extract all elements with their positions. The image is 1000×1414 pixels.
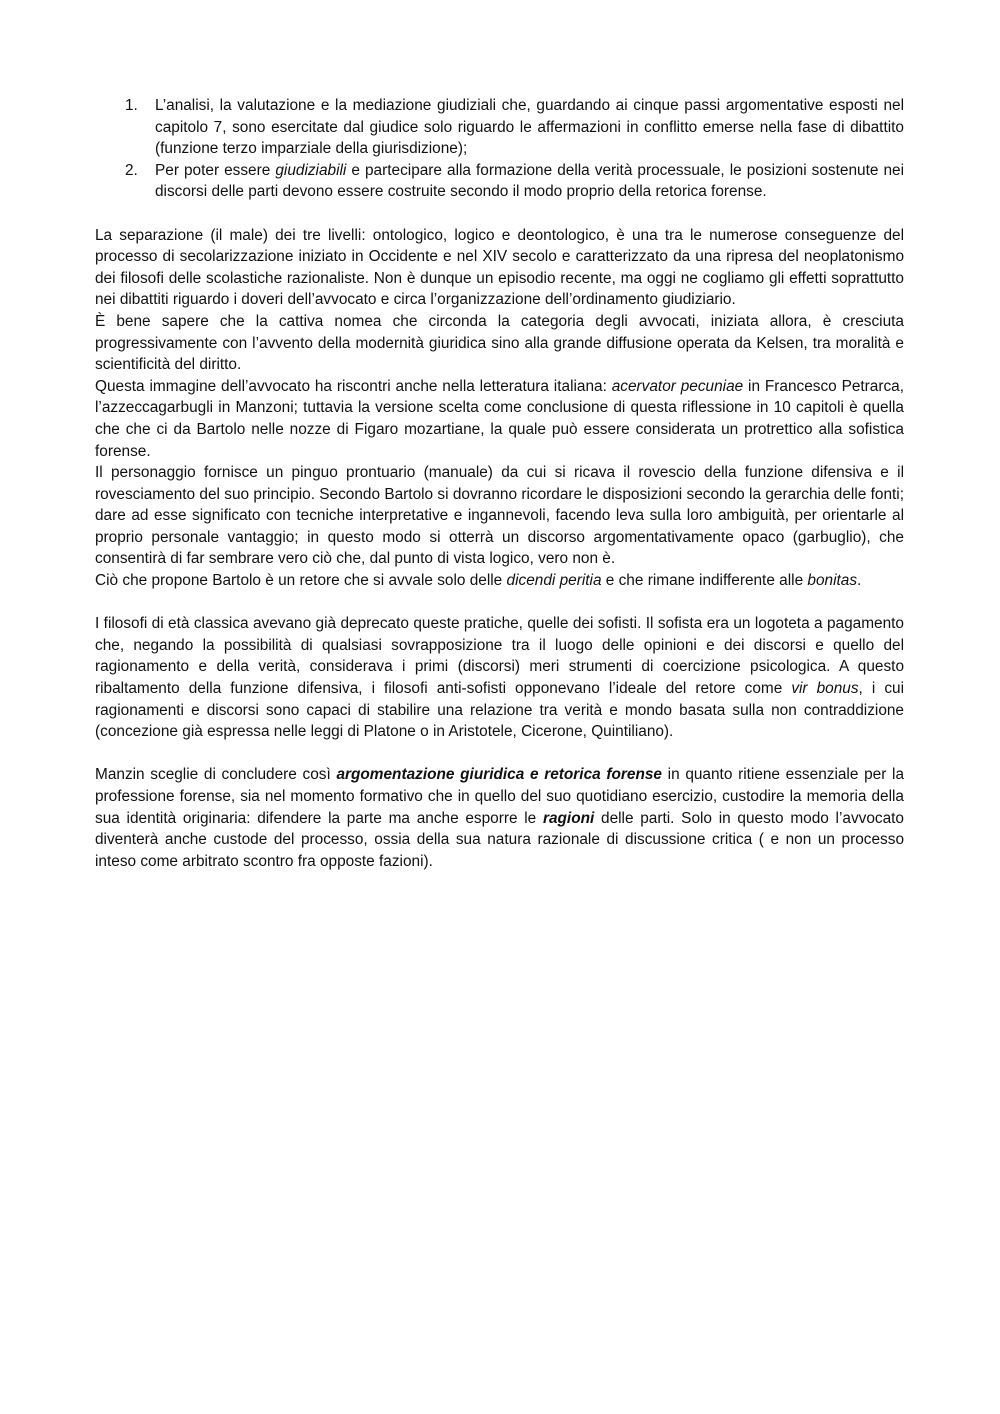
paragraph bbox=[95, 570, 904, 592]
paragraph bbox=[95, 764, 904, 872]
paragraph-text: , i cui ragionamenti e discorsi sono capaci di stabilire una relazione tra verità e mondo basata sulla non contraddizione (concezione già espressa nelle leggi di Platone o in Aristotele, Cicerone, Quintiliano). bbox=[95, 680, 904, 741]
paragraph-spacer bbox=[95, 743, 904, 765]
paragraph-text: delle parti. Solo in questo modo l’avvocato diventerà anche custode del processo, ossia della sua natura razionale di discussione critica ( e non un processo inteso come arbitrato scontro fra opposte fazioni). bbox=[95, 809, 904, 870]
italic-term: dicendi peritia bbox=[506, 572, 602, 590]
paragraph bbox=[95, 376, 904, 462]
numbered-list bbox=[95, 95, 904, 203]
list-item-text: Per poter essere bbox=[155, 161, 276, 179]
italic-term: vir bonus bbox=[791, 680, 859, 698]
bold-italic-term: ragioni bbox=[542, 809, 595, 827]
paragraph: Il personaggio fornisce un pinguo prontuario (manuale) da cui si ricava il rovescio della funzione difensiva e il rovesciamento del suo principio. Secondo Bartolo si dovranno ricordare le disposizioni secondo la gerarchia delle fonti; dare ad esse significato con tecniche interpretative e ingannevoli, facendo leva sulla loro ambiguità, per orientarle al proprio personale vantaggio; in questo modo si otterrà un discorso argomentativamente opaco (garbuglio), che consentirà di far sembrare vero ciò che, dal punto di vista logico, vero non è. bbox=[95, 464, 904, 568]
list-item bbox=[95, 95, 904, 160]
list-item-text: L’analisi, la valutazione e la mediazione giudiziali che, guardando ai cinque passi argomentative esposti nel capitolo 7, sono esercitate dal giudice solo riguardo le affermazioni in conflitto emerse nella fase di dibattito (funzione terzo imparziale della giurisdizione); bbox=[155, 97, 904, 158]
list-number: 2. bbox=[125, 161, 138, 179]
paragraph-spacer bbox=[95, 592, 904, 614]
bold-italic-term: argomentazione giuridica e retorica forense bbox=[336, 766, 662, 784]
paragraph: La separazione (il male) dei tre livelli: ontologico, logico e deontologico, è una tra le numerose conseguenze del processo di secolarizzazione iniziato in Occidente e nel XIV secolo e caratterizzato da una ripresa del neoplatonismo dei filosofi delle scolastiche razionaliste. Non è dunque un episodio recente, ma oggi ne cogliamo gli effetti soprattutto nei dibattiti riguardo i doveri dell’avvocato e circa l’organizzazione dell’ordinamento giudiziario. bbox=[95, 226, 904, 309]
italic-term: bonitas bbox=[807, 572, 858, 590]
paragraph-text: . bbox=[857, 572, 862, 590]
document-page bbox=[95, 95, 904, 872]
list-item bbox=[95, 160, 904, 203]
paragraph: È bene sapere che la cattiva nomea che circonda la categoria degli avvocati, iniziata allora, è cresciuta progressivamente con l’avvento della modernità giuridica sino alla grande diffusione operata da Kelsen, tra moralità e scientificità del diritto. bbox=[95, 312, 904, 374]
paragraph-text: in Francesco Petrarca, l’azzeccagarbugli in Manzoni; tuttavia la versione scelta come conclusione di questa riflessione in 10 capitoli è quella che che ci da Bartolo nelle nozze di Figaro mozartiane, la quale può essere considerata un protrettico alla sofistica forense. bbox=[95, 377, 905, 460]
italic-term: acervator pecuniae bbox=[611, 377, 744, 395]
paragraph-text: e che rimane indifferente alle bbox=[601, 572, 808, 590]
list-item-text: e partecipare alla formazione della verità processuale, le posizioni sostenute nei discorsi delle parti devono essere costruite secondo il modo proprio della retorica forense. bbox=[155, 161, 904, 201]
paragraph-text: in quanto ritiene essenziale per la professione forense, sia nel momento formativo che in quello del suo quotidiano esercizio, custodire la memoria della sua identità originaria: difendere la parte ma anche esporre le bbox=[95, 766, 904, 827]
list-number: 1. bbox=[125, 97, 138, 114]
paragraph-text: I filosofi di età classica avevano già deprecato queste pratiche, quelle dei sofisti. Il sofista era un logoteta a pagamento che, negando la possibilità di qualsiasi sovrapposizione tra il luogo delle opinioni e dei discorsi e quello del ragionamento e della verità, considerava i primi (discorsi) meri strumenti di coercizione psicologica. A questo ribaltamento della funzione difensiva, i filosofi anti-sofisti opponevano l’ideale del retore come bbox=[95, 615, 904, 698]
paragraph bbox=[95, 613, 904, 743]
italic-term: giudiziabili bbox=[275, 161, 347, 179]
paragraph-text: Questa immagine dell’avvocato ha riscontri anche nella letteratura italiana: bbox=[95, 377, 612, 395]
paragraph-spacer bbox=[95, 203, 904, 225]
paragraph-text: Ciò che propone Bartolo è un retore che si avvale solo delle bbox=[95, 572, 507, 590]
paragraph-text: Manzin sceglie di concludere così bbox=[95, 766, 337, 784]
